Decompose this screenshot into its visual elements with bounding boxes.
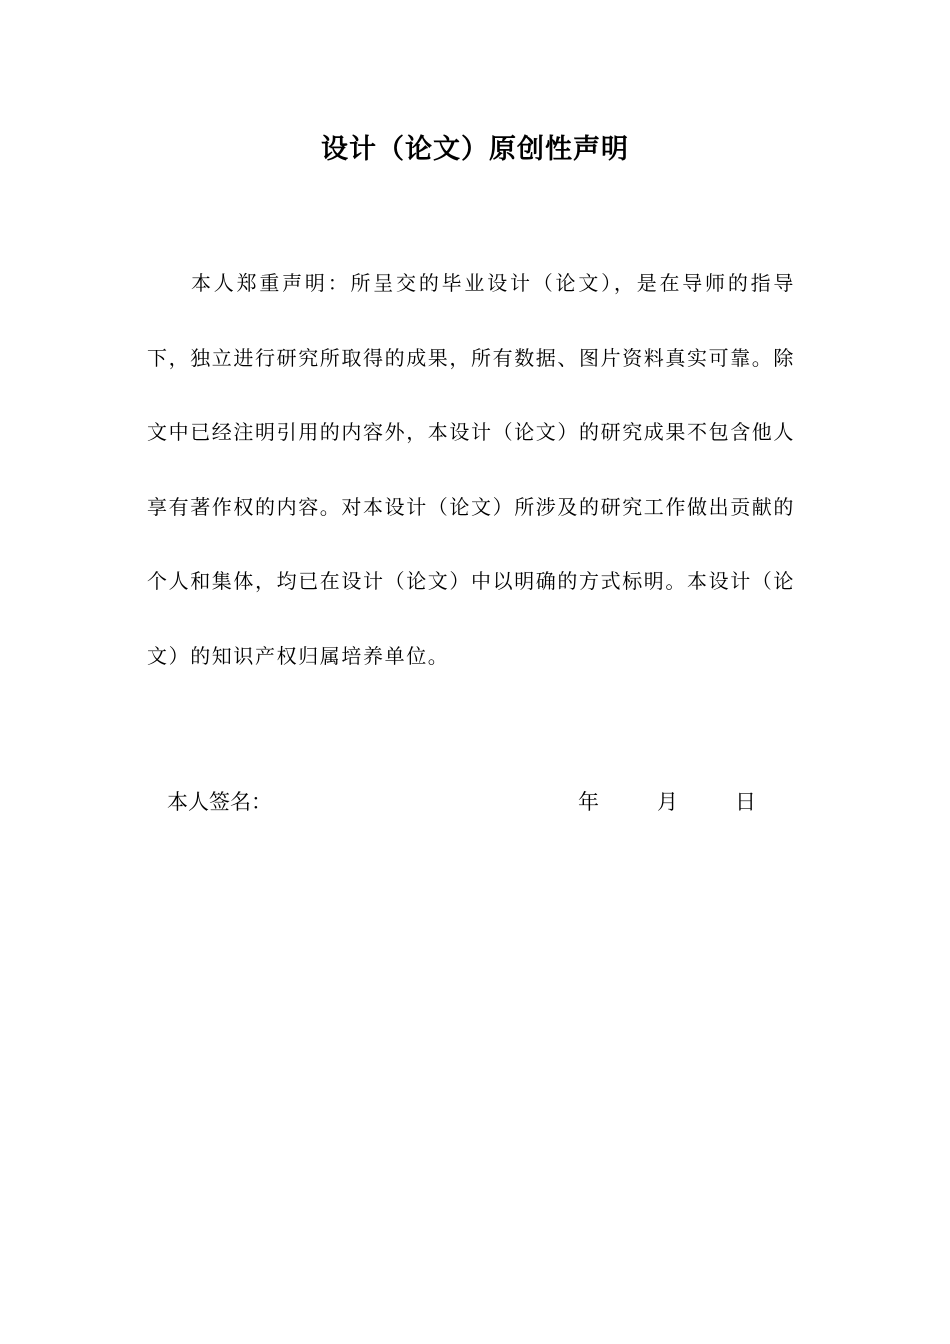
document-title: 设计（论文）原创性声明 (321, 134, 629, 165)
date-day-label: 日 (735, 790, 756, 814)
date-month-label: 月 (657, 790, 678, 814)
declaration-paragraph: 本人郑重声明：所呈交的毕业设计（论文），是在导师的指导下，独立进行研究所取得的成果，所有数据、图片资料真实可靠。除文中已经注明引用的内容外，本设计（论文）的研究成果不包含他人享有著作权的内容。对本设计（论文）所涉及的研究工作做出贡献的个人和集体，均已在设计（论文）中以明确的方式标明。本设计（论文）的知识产权归属培养单位。 (147, 271, 795, 668)
date-year-label: 年 (578, 790, 599, 814)
signature-row (167, 782, 787, 822)
signature-label: 本人签名： (167, 790, 272, 814)
